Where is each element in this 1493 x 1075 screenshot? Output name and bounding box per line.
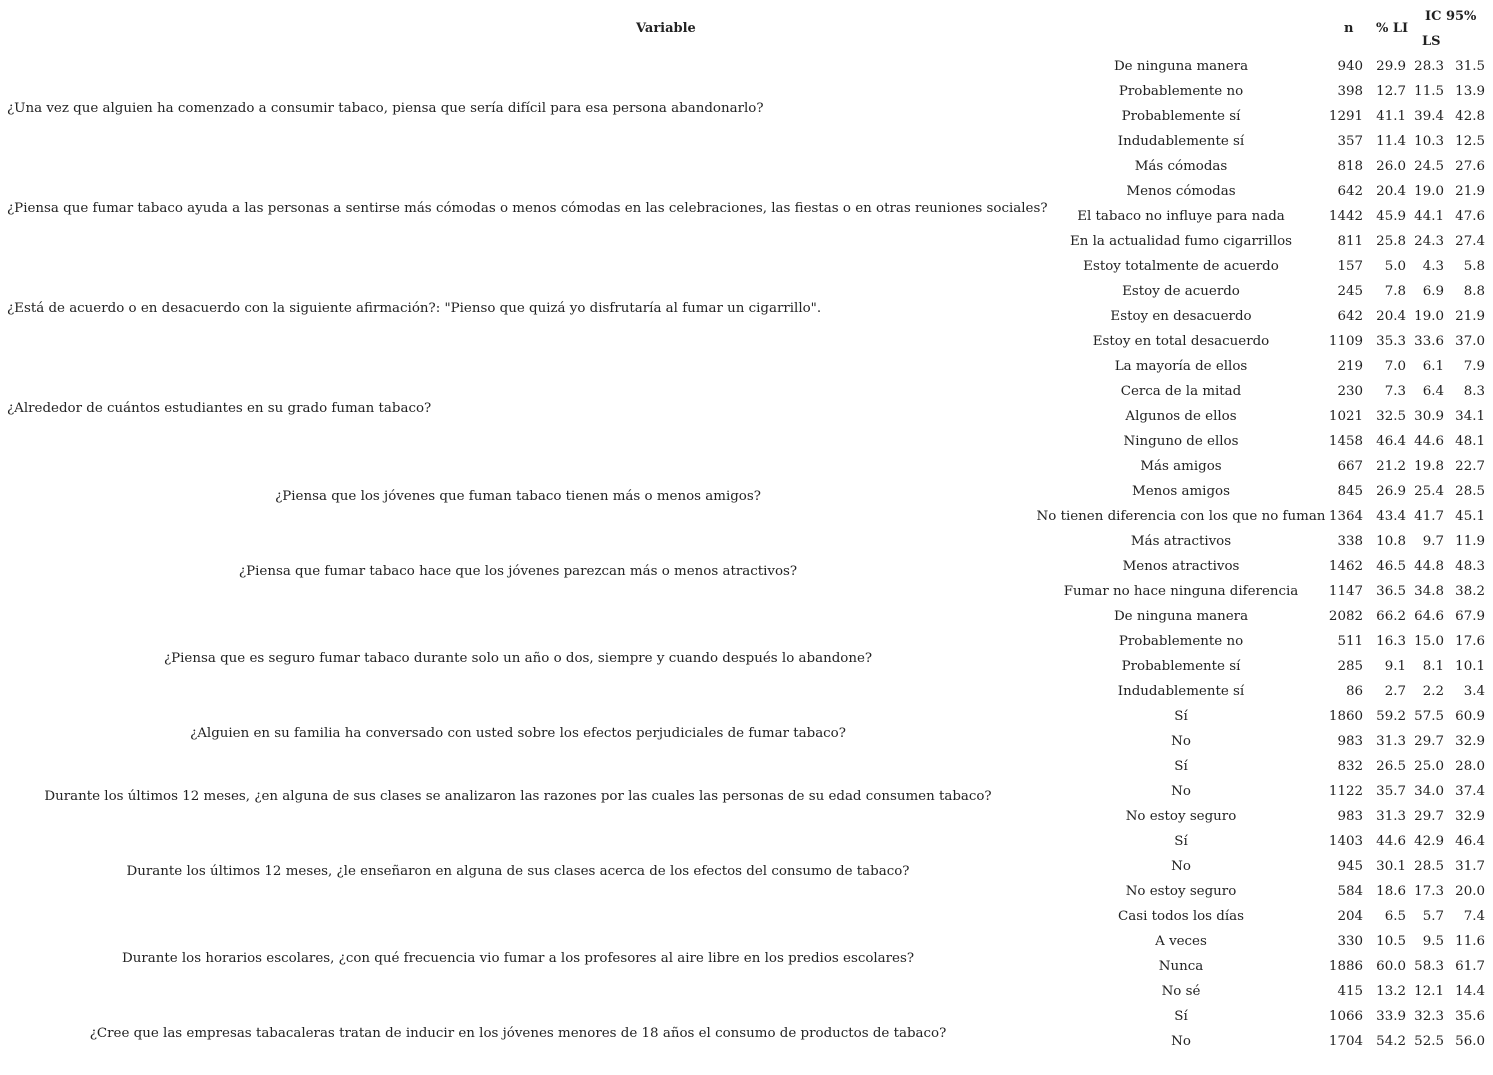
- n-cell: 642: [1337, 184, 1363, 199]
- response-cell: Sí: [1174, 759, 1188, 774]
- header-ic95: IC 95%: [1425, 9, 1477, 24]
- n-cell: 357: [1337, 134, 1363, 149]
- response-cell: No estoy seguro: [1125, 884, 1237, 899]
- ls-cell: 60.9: [1455, 709, 1485, 724]
- ls-cell: 42.8: [1455, 109, 1485, 124]
- ls-cell: 3.4: [1463, 684, 1485, 699]
- response-cell: El tabaco no influye para nada: [1077, 209, 1285, 224]
- response-cell: Sí: [1174, 1009, 1188, 1024]
- li-cell: 19.0: [1414, 309, 1444, 324]
- li-cell: 42.9: [1414, 834, 1444, 849]
- pct-cell: 25.8: [1376, 234, 1406, 249]
- ls-cell: 5.8: [1463, 259, 1485, 274]
- ls-cell: 27.6: [1455, 159, 1485, 174]
- n-cell: 818: [1337, 159, 1363, 174]
- n-cell: 1704: [1328, 1034, 1363, 1049]
- ls-cell: 46.4: [1455, 834, 1485, 849]
- pct-cell: 10.8: [1376, 534, 1406, 549]
- li-cell: 64.6: [1414, 609, 1444, 624]
- response-cell: Menos cómodas: [1126, 184, 1236, 199]
- n-cell: 945: [1337, 859, 1363, 874]
- question-text: Durante los últimos 12 meses, ¿le enseñaron en alguna de sus clases acerca de los efectos del consumo de tabaco?: [126, 864, 910, 879]
- n-cell: 1109: [1328, 334, 1363, 349]
- ls-cell: 22.7: [1455, 459, 1485, 474]
- ls-cell: 67.9: [1455, 609, 1485, 624]
- ls-cell: 14.4: [1455, 984, 1485, 999]
- response-cell: Nunca: [1158, 959, 1204, 974]
- question-text: ¿Piensa que fumar tabaco hace que los jóvenes parezcan más o menos atractivos?: [238, 564, 798, 579]
- question-text: ¿Alguien en su familia ha conversado con usted sobre los efectos perjudiciales de fumar tabaco?: [190, 726, 846, 741]
- pct-cell: 32.5: [1376, 409, 1406, 424]
- response-cell: Sí: [1174, 834, 1188, 849]
- response-cell: En la actualidad fumo cigarrillos: [1069, 234, 1293, 249]
- response-cell: Más amigos: [1140, 459, 1222, 474]
- question-text: ¿Está de acuerdo o en desacuerdo con la siguiente afirmación?: "Pienso que quizá yo disfrutaría al fumar un cigarrillo".: [7, 301, 822, 316]
- ls-cell: 48.1: [1455, 434, 1485, 449]
- pct-cell: 16.3: [1376, 634, 1406, 649]
- li-cell: 2.2: [1422, 684, 1444, 699]
- li-cell: 15.0: [1414, 634, 1444, 649]
- li-cell: 29.7: [1414, 734, 1444, 749]
- n-cell: 1147: [1328, 584, 1363, 599]
- li-cell: 9.5: [1422, 934, 1444, 949]
- response-cell: Indudablemente sí: [1117, 134, 1245, 149]
- pct-cell: 31.3: [1376, 734, 1406, 749]
- response-cell: Probablemente no: [1118, 634, 1244, 649]
- li-cell: 6.9: [1422, 284, 1444, 299]
- pct-cell: 7.8: [1384, 284, 1406, 299]
- n-cell: 642: [1337, 309, 1363, 324]
- pct-cell: 31.3: [1376, 809, 1406, 824]
- li-cell: 44.1: [1414, 209, 1444, 224]
- ls-cell: 28.5: [1455, 484, 1485, 499]
- li-cell: 8.1: [1422, 659, 1444, 674]
- pct-cell: 46.5: [1376, 559, 1406, 574]
- header-variable: Variable: [636, 21, 696, 36]
- response-cell: Probablemente sí: [1121, 659, 1241, 674]
- pct-cell: 18.6: [1376, 884, 1406, 899]
- header-ls: LS: [1422, 34, 1441, 49]
- li-cell: 28.5: [1414, 859, 1444, 874]
- n-cell: 415: [1337, 984, 1363, 999]
- response-cell: Probablemente no: [1118, 84, 1244, 99]
- n-cell: 1122: [1328, 784, 1363, 799]
- pct-cell: 41.1: [1376, 109, 1406, 124]
- ls-cell: 35.6: [1455, 1009, 1485, 1024]
- pct-cell: 21.2: [1376, 459, 1406, 474]
- pct-cell: 2.7: [1384, 684, 1406, 699]
- response-cell: No estoy seguro: [1125, 809, 1237, 824]
- response-cell: Menos atractivos: [1122, 559, 1240, 574]
- response-cell: Casi todos los días: [1117, 909, 1245, 924]
- pct-cell: 5.0: [1384, 259, 1406, 274]
- ls-cell: 47.6: [1455, 209, 1485, 224]
- question-text: Durante los últimos 12 meses, ¿en alguna de sus clases se analizaron las razones por las cuales las personas de su edad consumen tabaco?: [44, 789, 992, 804]
- pct-cell: 26.9: [1376, 484, 1406, 499]
- n-cell: 330: [1337, 934, 1363, 949]
- pct-cell: 6.5: [1384, 909, 1406, 924]
- ls-cell: 8.8: [1463, 284, 1485, 299]
- pct-cell: 29.9: [1376, 59, 1406, 74]
- pct-cell: 20.4: [1376, 184, 1406, 199]
- li-cell: 44.8: [1414, 559, 1444, 574]
- response-cell: Menos amigos: [1132, 484, 1230, 499]
- response-cell: Sí: [1174, 709, 1188, 724]
- question-text: ¿Cree que las empresas tabacaleras tratan de inducir en los jóvenes menores de 18 años el consumo de productos de tabaco?: [89, 1026, 947, 1041]
- response-cell: No: [1171, 1034, 1191, 1049]
- n-cell: 584: [1337, 884, 1363, 899]
- response-cell: Estoy en desacuerdo: [1110, 309, 1252, 324]
- pct-cell: 12.7: [1376, 84, 1406, 99]
- ls-cell: 27.4: [1455, 234, 1485, 249]
- pct-cell: 7.0: [1384, 359, 1406, 374]
- response-cell: Estoy de acuerdo: [1122, 284, 1240, 299]
- n-cell: 2082: [1328, 609, 1363, 624]
- response-cell: Estoy totalmente de acuerdo: [1083, 259, 1279, 274]
- n-cell: 1442: [1328, 209, 1363, 224]
- n-cell: 245: [1337, 284, 1363, 299]
- pct-cell: 26.0: [1376, 159, 1406, 174]
- li-cell: 6.4: [1422, 384, 1444, 399]
- ls-cell: 28.0: [1455, 759, 1485, 774]
- li-cell: 24.3: [1414, 234, 1444, 249]
- ls-cell: 11.6: [1455, 934, 1485, 949]
- ls-cell: 56.0: [1455, 1034, 1485, 1049]
- response-cell: Más cómodas: [1134, 159, 1228, 174]
- n-cell: 667: [1337, 459, 1363, 474]
- response-cell: No tienen diferencia con los que no fuman: [1036, 509, 1326, 524]
- pct-cell: 66.2: [1376, 609, 1406, 624]
- question-text: ¿Piensa que los jóvenes que fuman tabaco tienen más o menos amigos?: [275, 489, 761, 504]
- header-n: n: [1344, 21, 1354, 36]
- ls-cell: 7.4: [1463, 909, 1485, 924]
- pct-cell: 35.7: [1376, 784, 1406, 799]
- response-cell: Algunos de ellos: [1125, 409, 1237, 424]
- question-text: ¿Alrededor de cuántos estudiantes en su grado fuman tabaco?: [7, 401, 432, 416]
- li-cell: 29.7: [1414, 809, 1444, 824]
- question-text: ¿Una vez que alguien ha comenzado a consumir tabaco, piensa que sería difícil para esa persona abandonarlo?: [7, 101, 764, 116]
- li-cell: 4.3: [1422, 259, 1444, 274]
- response-cell: No: [1171, 734, 1191, 749]
- pct-cell: 10.5: [1376, 934, 1406, 949]
- ls-cell: 32.9: [1455, 809, 1485, 824]
- n-cell: 1291: [1328, 109, 1363, 124]
- li-cell: 9.7: [1422, 534, 1444, 549]
- ls-cell: 31.7: [1455, 859, 1485, 874]
- pct-cell: 9.1: [1384, 659, 1406, 674]
- response-cell: Cerca de la mitad: [1120, 384, 1242, 399]
- ls-cell: 7.9: [1463, 359, 1485, 374]
- ls-cell: 12.5: [1455, 134, 1485, 149]
- n-cell: 940: [1337, 59, 1363, 74]
- ls-cell: 32.9: [1455, 734, 1485, 749]
- pct-cell: 59.2: [1376, 709, 1406, 724]
- response-cell: No sé: [1161, 984, 1201, 999]
- n-cell: 811: [1337, 234, 1363, 249]
- response-cell: Ninguno de ellos: [1123, 434, 1239, 449]
- response-cell: La mayoría de ellos: [1114, 359, 1248, 374]
- response-cell: No: [1171, 859, 1191, 874]
- response-cell: Indudablemente sí: [1117, 684, 1245, 699]
- ls-cell: 37.4: [1455, 784, 1485, 799]
- pct-cell: 45.9: [1376, 209, 1406, 224]
- response-cell: No: [1171, 784, 1191, 799]
- pct-cell: 30.1: [1376, 859, 1406, 874]
- response-cell: Estoy en total desacuerdo: [1092, 334, 1270, 349]
- li-cell: 25.4: [1414, 484, 1444, 499]
- pct-cell: 54.2: [1376, 1034, 1406, 1049]
- ls-cell: 17.6: [1455, 634, 1485, 649]
- pct-cell: 13.2: [1376, 984, 1406, 999]
- pct-cell: 35.3: [1376, 334, 1406, 349]
- n-cell: 983: [1337, 734, 1363, 749]
- n-cell: 1458: [1328, 434, 1363, 449]
- li-cell: 41.7: [1414, 509, 1444, 524]
- n-cell: 1860: [1328, 709, 1363, 724]
- n-cell: 1021: [1328, 409, 1363, 424]
- n-cell: 1403: [1328, 834, 1363, 849]
- li-cell: 34.8: [1414, 584, 1444, 599]
- n-cell: 983: [1337, 809, 1363, 824]
- n-cell: 832: [1337, 759, 1363, 774]
- question-text: ¿Piensa que es seguro fumar tabaco durante solo un año o dos, siempre y cuando después lo abandone?: [163, 651, 873, 666]
- li-cell: 10.3: [1414, 134, 1444, 149]
- pct-cell: 26.5: [1376, 759, 1406, 774]
- pct-cell: 33.9: [1376, 1009, 1406, 1024]
- pct-cell: 20.4: [1376, 309, 1406, 324]
- ls-cell: 21.9: [1455, 184, 1485, 199]
- li-cell: 57.5: [1414, 709, 1444, 724]
- response-cell: Más atractivos: [1130, 534, 1232, 549]
- li-cell: 5.7: [1422, 909, 1444, 924]
- li-cell: 33.6: [1414, 334, 1444, 349]
- pct-cell: 44.6: [1376, 834, 1406, 849]
- response-cell: Probablemente sí: [1121, 109, 1241, 124]
- ls-cell: 34.1: [1455, 409, 1485, 424]
- li-cell: 17.3: [1414, 884, 1444, 899]
- li-cell: 44.6: [1414, 434, 1444, 449]
- pct-cell: 36.5: [1376, 584, 1406, 599]
- n-cell: 1364: [1328, 509, 1363, 524]
- n-cell: 285: [1337, 659, 1363, 674]
- li-cell: 58.3: [1414, 959, 1444, 974]
- n-cell: 338: [1337, 534, 1363, 549]
- li-cell: 34.0: [1414, 784, 1444, 799]
- li-cell: 28.3: [1414, 59, 1444, 74]
- ls-cell: 20.0: [1455, 884, 1485, 899]
- pct-cell: 46.4: [1376, 434, 1406, 449]
- li-cell: 19.8: [1414, 459, 1444, 474]
- n-cell: 86: [1345, 684, 1363, 699]
- response-cell: A veces: [1155, 934, 1207, 949]
- ls-cell: 37.0: [1455, 334, 1485, 349]
- ls-cell: 10.1: [1455, 659, 1485, 674]
- ls-cell: 38.2: [1455, 584, 1485, 599]
- response-cell: Fumar no hace ninguna diferencia: [1063, 584, 1299, 599]
- pct-cell: 60.0: [1376, 959, 1406, 974]
- li-cell: 52.5: [1414, 1034, 1444, 1049]
- n-cell: 219: [1337, 359, 1363, 374]
- li-cell: 24.5: [1414, 159, 1444, 174]
- li-cell: 30.9: [1414, 409, 1444, 424]
- ls-cell: 21.9: [1455, 309, 1485, 324]
- n-cell: 1886: [1328, 959, 1363, 974]
- ls-cell: 11.9: [1455, 534, 1485, 549]
- ls-cell: 48.3: [1455, 559, 1485, 574]
- ls-cell: 31.5: [1455, 59, 1485, 74]
- ls-cell: 45.1: [1455, 509, 1485, 524]
- li-cell: 6.1: [1422, 359, 1444, 374]
- li-cell: 11.5: [1414, 84, 1444, 99]
- li-cell: 32.3: [1414, 1009, 1444, 1024]
- response-cell: De ninguna manera: [1113, 59, 1249, 74]
- pct-cell: 7.3: [1384, 384, 1406, 399]
- pct-cell: 11.4: [1376, 134, 1406, 149]
- response-cell: De ninguna manera: [1113, 609, 1249, 624]
- question-text: Durante los horarios escolares, ¿con qué frecuencia vio fumar a los profesores al aire libre en los predios escolares?: [121, 951, 915, 966]
- n-cell: 204: [1337, 909, 1363, 924]
- li-cell: 25.0: [1414, 759, 1444, 774]
- li-cell: 39.4: [1414, 109, 1444, 124]
- n-cell: 398: [1337, 84, 1363, 99]
- header-pct-li: % LI: [1376, 21, 1409, 36]
- n-cell: 511: [1337, 634, 1363, 649]
- n-cell: 1462: [1328, 559, 1363, 574]
- n-cell: 230: [1337, 384, 1363, 399]
- li-cell: 12.1: [1414, 984, 1444, 999]
- li-cell: 19.0: [1414, 184, 1444, 199]
- ls-cell: 61.7: [1455, 959, 1485, 974]
- question-text: ¿Piensa que fumar tabaco ayuda a las personas a sentirse más cómodas o menos cómodas en las celebraciones, las fiestas o en otras reuniones sociales?: [7, 201, 1048, 216]
- n-cell: 157: [1337, 259, 1363, 274]
- pct-cell: 43.4: [1376, 509, 1406, 524]
- ls-cell: 8.3: [1463, 384, 1485, 399]
- ls-cell: 13.9: [1455, 84, 1485, 99]
- n-cell: 845: [1337, 484, 1363, 499]
- n-cell: 1066: [1328, 1009, 1363, 1024]
